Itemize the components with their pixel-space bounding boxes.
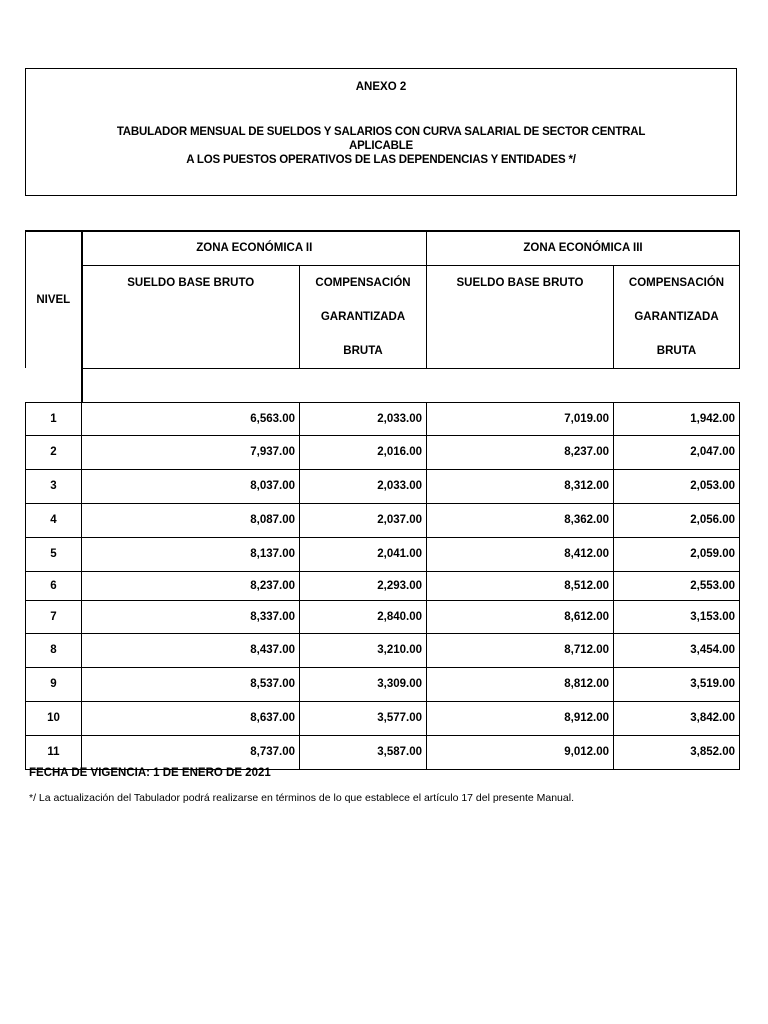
table-row bbox=[26, 735, 740, 769]
salary-table bbox=[25, 230, 740, 770]
document-title bbox=[26, 125, 736, 167]
title-box bbox=[25, 68, 737, 196]
level-cell: 11 bbox=[26, 735, 82, 769]
zone-iii-base-cell: 8,362.00 bbox=[427, 503, 614, 537]
footnote: */ La actualización del Tabulador podrá realizarse en términos de lo que establece el artículo 17 del presente Manual. bbox=[29, 792, 574, 804]
level-cell: 5 bbox=[26, 537, 82, 571]
table-row bbox=[26, 600, 740, 633]
zone-iii-base-cell: 8,912.00 bbox=[427, 701, 614, 735]
zone-iii-comp-cell: 2,056.00 bbox=[614, 503, 740, 537]
zone-iii-base-cell: 8,612.00 bbox=[427, 600, 614, 633]
level-cell: 3 bbox=[26, 469, 82, 503]
zone-ii-base-cell: 8,087.00 bbox=[82, 503, 300, 537]
zone-iii-comp-cell: 3,852.00 bbox=[614, 735, 740, 769]
zone-ii-base-header: SUELDO BASE BRUTO bbox=[82, 265, 300, 368]
zone-ii-comp-cell: 3,587.00 bbox=[300, 735, 427, 769]
zone-iii-comp-cell: 2,047.00 bbox=[614, 435, 740, 469]
title-line-3: A LOS PUESTOS OPERATIVOS DE LAS DEPENDENCIAS Y ENTIDADES */ bbox=[186, 154, 576, 166]
zone-ii-comp-cell: 3,577.00 bbox=[300, 701, 427, 735]
zone-header-row bbox=[26, 231, 740, 265]
zone-ii-base-cell: 6,563.00 bbox=[82, 402, 300, 435]
zone-ii-base-cell: 8,637.00 bbox=[82, 701, 300, 735]
zone-ii-comp-cell: 2,041.00 bbox=[300, 537, 427, 571]
effective-date: FECHA DE VIGENCIA: 1 DE ENERO DE 2021 bbox=[29, 767, 271, 779]
zone-ii-comp-cell: 2,293.00 bbox=[300, 571, 427, 600]
level-cell: 9 bbox=[26, 667, 82, 701]
zone-ii-comp-cell: 2,033.00 bbox=[300, 469, 427, 503]
level-cell: 2 bbox=[26, 435, 82, 469]
zone-iii-comp-cell: 3,842.00 bbox=[614, 701, 740, 735]
title-line-1: TABULADOR MENSUAL DE SUELDOS Y SALARIOS CON CURVA SALARIAL DE SECTOR CENTRAL bbox=[116, 126, 646, 138]
zone-ii-comp-header: COMPENSACIÓN GARANTIZADA BRUTA bbox=[300, 265, 427, 368]
table-row bbox=[26, 667, 740, 701]
zone-iii-base-cell: 8,412.00 bbox=[427, 537, 614, 571]
zone-ii-header: ZONA ECONÓMICA II bbox=[82, 231, 427, 265]
zone-iii-base-cell: 9,012.00 bbox=[427, 735, 614, 769]
zone-ii-base-cell: 8,137.00 bbox=[82, 537, 300, 571]
zone-iii-comp-cell: 3,519.00 bbox=[614, 667, 740, 701]
zone-iii-comp-cell: 3,153.00 bbox=[614, 600, 740, 633]
level-cell: 7 bbox=[26, 600, 82, 633]
sub-header-row bbox=[26, 265, 740, 368]
zone-iii-comp-cell: 2,059.00 bbox=[614, 537, 740, 571]
table-row bbox=[26, 633, 740, 667]
zone-ii-base-cell: 8,237.00 bbox=[82, 571, 300, 600]
zone-iii-base-cell: 8,312.00 bbox=[427, 469, 614, 503]
zone-iii-base-cell: 8,237.00 bbox=[427, 435, 614, 469]
zone-ii-base-cell: 8,037.00 bbox=[82, 469, 300, 503]
level-cell: 4 bbox=[26, 503, 82, 537]
table-row bbox=[26, 402, 740, 435]
zone-iii-comp-cell: 2,553.00 bbox=[614, 571, 740, 600]
table-row bbox=[26, 571, 740, 600]
zone-iii-base-cell: 8,512.00 bbox=[427, 571, 614, 600]
zone-ii-comp-cell: 2,840.00 bbox=[300, 600, 427, 633]
table-row bbox=[26, 469, 740, 503]
zone-ii-base-cell: 8,437.00 bbox=[82, 633, 300, 667]
zone-ii-comp-cell: 2,037.00 bbox=[300, 503, 427, 537]
zone-ii-base-cell: 8,337.00 bbox=[82, 600, 300, 633]
zone-ii-comp-cell: 2,033.00 bbox=[300, 402, 427, 435]
table-row bbox=[26, 537, 740, 571]
table-row bbox=[26, 503, 740, 537]
zone-ii-base-cell: 8,737.00 bbox=[82, 735, 300, 769]
zone-iii-base-cell: 8,812.00 bbox=[427, 667, 614, 701]
zone-ii-base-cell: 7,937.00 bbox=[82, 435, 300, 469]
level-cell: 6 bbox=[26, 571, 82, 600]
zone-ii-comp-cell: 3,309.00 bbox=[300, 667, 427, 701]
zone-iii-base-header: SUELDO BASE BRUTO bbox=[427, 265, 614, 368]
table-row bbox=[26, 701, 740, 735]
level-cell: 1 bbox=[26, 402, 82, 435]
zone-iii-comp-header: COMPENSACIÓN GARANTIZADA BRUTA bbox=[614, 265, 740, 368]
zone-iii-comp-cell: 2,053.00 bbox=[614, 469, 740, 503]
spacer-row bbox=[26, 368, 740, 402]
level-header: NIVEL bbox=[26, 231, 82, 368]
table-row bbox=[26, 435, 740, 469]
zone-iii-comp-cell: 3,454.00 bbox=[614, 633, 740, 667]
zone-iii-header: ZONA ECONÓMICA III bbox=[427, 231, 740, 265]
zone-iii-comp-cell: 1,942.00 bbox=[614, 402, 740, 435]
zone-iii-base-cell: 8,712.00 bbox=[427, 633, 614, 667]
annex-label: ANEXO 2 bbox=[355, 81, 407, 93]
level-cell: 10 bbox=[26, 701, 82, 735]
zone-ii-comp-cell: 2,016.00 bbox=[300, 435, 427, 469]
title-line-2: APLICABLE bbox=[348, 140, 413, 152]
zone-ii-base-cell: 8,537.00 bbox=[82, 667, 300, 701]
level-cell: 8 bbox=[26, 633, 82, 667]
zone-ii-comp-cell: 3,210.00 bbox=[300, 633, 427, 667]
zone-iii-base-cell: 7,019.00 bbox=[427, 402, 614, 435]
